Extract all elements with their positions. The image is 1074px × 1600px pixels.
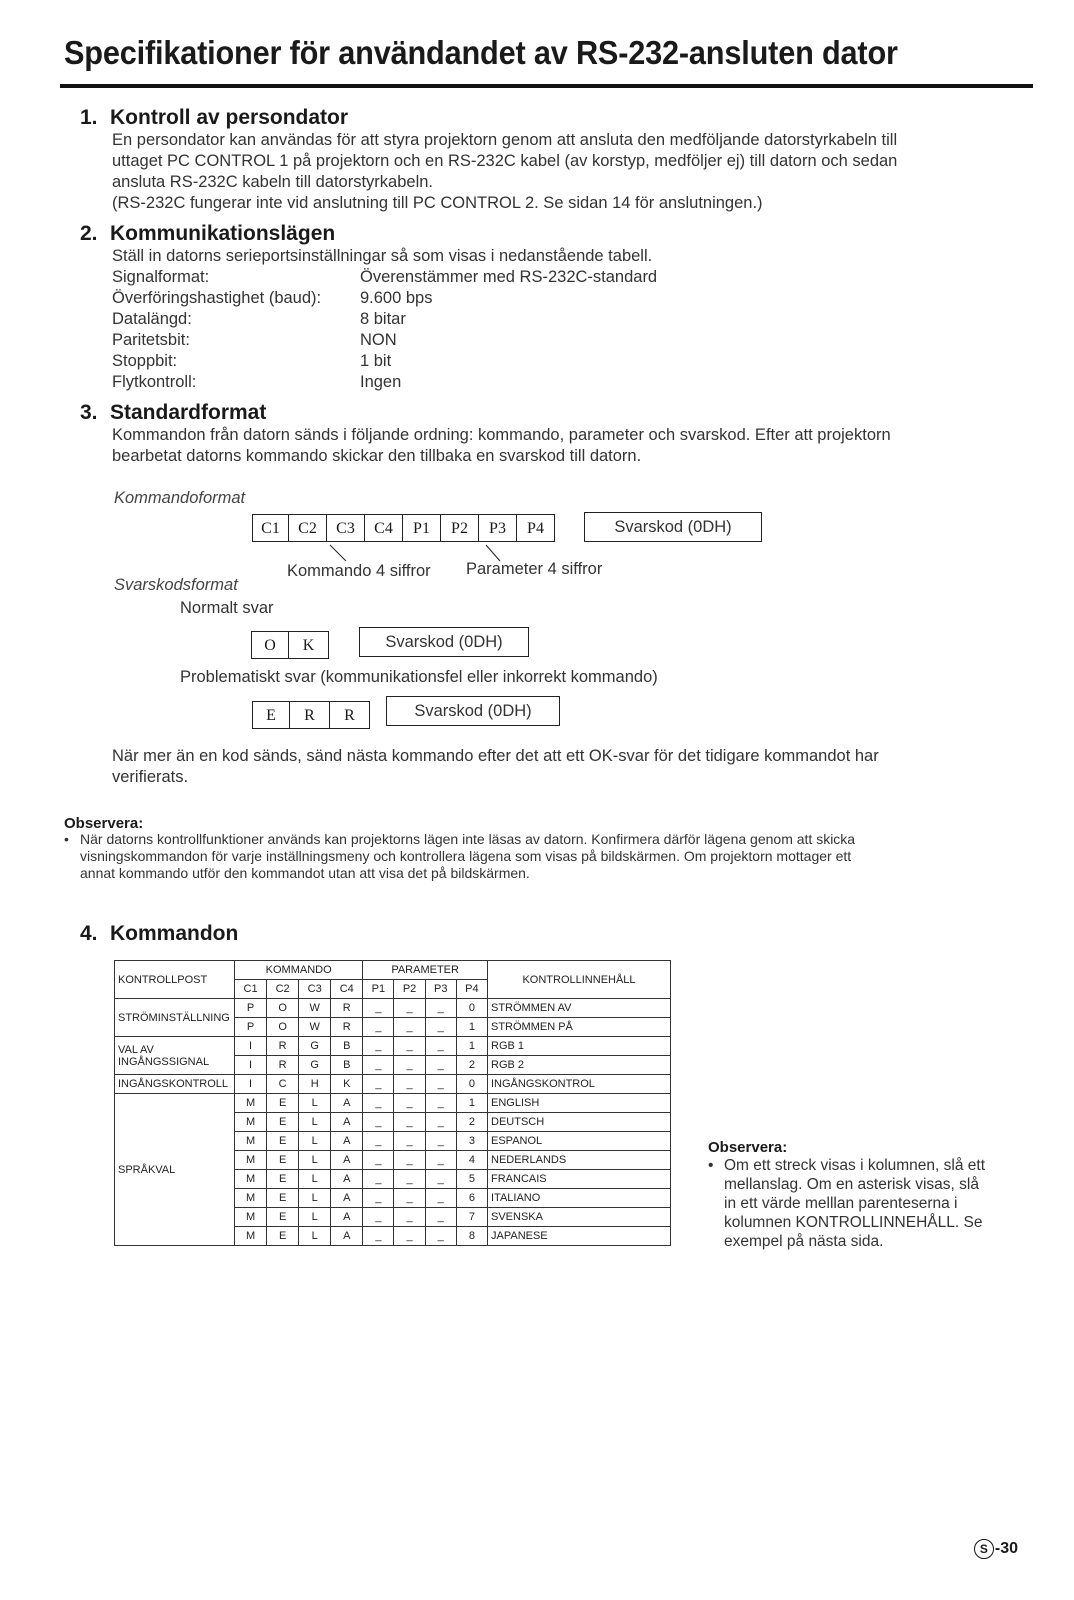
innehall-cell: STRÖMMEN PÅ xyxy=(488,1018,671,1037)
format-cell: C3 xyxy=(327,514,365,542)
parameter-cell: _ xyxy=(363,1189,394,1208)
table-row xyxy=(115,999,671,1018)
kommando-cell: M xyxy=(235,1151,267,1170)
observe-heading: Observera: xyxy=(64,815,144,832)
body-line: Ställ in datorns serieportsinställningar så som visas i nedanstående tabell. xyxy=(112,247,653,265)
parameter-cell: _ xyxy=(425,1151,456,1170)
kommando-cell: K xyxy=(331,1075,363,1094)
parameter-cell: _ xyxy=(425,999,456,1018)
normal-answer-label: Normalt svar xyxy=(180,599,274,617)
kommando-cell: H xyxy=(299,1075,331,1094)
parameter-cell: _ xyxy=(425,1170,456,1189)
table-row xyxy=(115,1037,671,1056)
parameter-cell: _ xyxy=(394,1227,425,1246)
body-line: uttaget PC CONTROL 1 på projektorn och en RS-232C kabel (av korstyp, medföljer ej) till datorn och sedan xyxy=(112,152,898,170)
header-col: P4 xyxy=(456,980,487,999)
kommando-cell: M xyxy=(235,1227,267,1246)
command-table xyxy=(114,960,671,1246)
spec-row xyxy=(112,267,1030,288)
title-rule xyxy=(60,84,1033,88)
kommando-cell: I xyxy=(235,1075,267,1094)
kommando-cell: I xyxy=(235,1037,267,1056)
parameter-cell: _ xyxy=(363,1018,394,1037)
innehall-cell: NEDERLANDS xyxy=(488,1151,671,1170)
parameter-cell: _ xyxy=(425,1056,456,1075)
table-row xyxy=(115,1094,671,1113)
section-2 xyxy=(80,222,1030,393)
kommando-cell: M xyxy=(235,1113,267,1132)
kommando-cell: W xyxy=(299,999,331,1018)
format-cell: C2 xyxy=(289,514,327,542)
side-observe-line: mellanslag. Om en asterisk visas, slå xyxy=(724,1176,979,1193)
spec-value: Överenstämmer med RS-232C-standard xyxy=(360,268,658,286)
parameter-cell: _ xyxy=(394,1151,425,1170)
parameter-cell: 5 xyxy=(456,1170,487,1189)
kommando-cell: A xyxy=(331,1227,363,1246)
section-1-heading xyxy=(80,106,1030,130)
innehall-cell: ITALIANO xyxy=(488,1189,671,1208)
parameter-cell: _ xyxy=(363,1208,394,1227)
err-cell: R xyxy=(290,701,330,729)
parameter-cell: _ xyxy=(394,1132,425,1151)
observe-line: När datorns kontrollfunktioner används kan projektorns lägen inte läsas av datorn. Konfirmera därför lägena genom att skicka xyxy=(80,831,856,847)
parameter-cell: _ xyxy=(363,1132,394,1151)
side-observe-text xyxy=(708,1156,1028,1251)
kommando-cell: R xyxy=(267,1056,299,1075)
observe-line: annat kommando utför den kommandot utan att visa det på bildskärmen. xyxy=(80,865,530,881)
parameter-cell: _ xyxy=(425,1037,456,1056)
parameter-cell: 0 xyxy=(456,1075,487,1094)
parameter-cell: 4 xyxy=(456,1151,487,1170)
kommando-note: Kommando 4 siffror xyxy=(287,562,431,580)
err-cell: E xyxy=(252,701,290,729)
spec-label: Signalformat: xyxy=(112,268,210,286)
parameter-cell: 2 xyxy=(456,1113,487,1132)
kontrollpost-cell: INGÅNGSKONTROLL xyxy=(115,1075,235,1094)
parameter-cell: 0 xyxy=(456,999,487,1018)
innehall-cell: RGB 2 xyxy=(488,1056,671,1075)
format-cell: C1 xyxy=(252,514,289,542)
parameter-cell: _ xyxy=(394,1189,425,1208)
kommando-cell: A xyxy=(331,1208,363,1227)
kommando-cell: L xyxy=(299,1208,331,1227)
side-observe xyxy=(708,1139,1028,1251)
parameter-cell: _ xyxy=(425,1227,456,1246)
parameter-cell: _ xyxy=(394,1018,425,1037)
kontrollpost-cell: SPRÅKVAL xyxy=(115,1094,235,1246)
parameter-cell: _ xyxy=(394,1056,425,1075)
body-line: verifierats. xyxy=(112,768,189,786)
kommando-cell: A xyxy=(331,1094,363,1113)
body-line: Kommandon från datorn sänds i följande ordning: kommando, parameter och svarskod. Efter att projektorn xyxy=(112,426,891,444)
parameter-cell: 2 xyxy=(456,1056,487,1075)
header-kommando: KOMMANDO xyxy=(235,961,363,980)
parameter-cell: _ xyxy=(394,999,425,1018)
header-col: P3 xyxy=(425,980,456,999)
kommando-cell: E xyxy=(267,1227,299,1246)
kommando-cell: L xyxy=(299,1132,331,1151)
kommando-cell: P xyxy=(235,999,267,1018)
kommando-cell: L xyxy=(299,1227,331,1246)
kommando-cell: B xyxy=(331,1037,363,1056)
parameter-cell: _ xyxy=(425,1132,456,1151)
body-line: ansluta RS-232C kabeln till datorstyrkabeln. xyxy=(112,173,434,191)
svarskod-box: Svarskod (0DH) xyxy=(386,696,560,726)
kommando-cell: E xyxy=(267,1208,299,1227)
err-cell: R xyxy=(330,701,370,729)
kommandoformat-label: Kommandoformat xyxy=(114,489,246,507)
table-header-row xyxy=(115,961,671,980)
svarskodsformat-label: Svarskodsformat xyxy=(114,576,238,594)
table-body xyxy=(115,999,671,1246)
parameter-cell: _ xyxy=(394,1037,425,1056)
kommando-cell: P xyxy=(235,1018,267,1037)
section-title: Standardformat xyxy=(110,401,267,424)
parameter-cell: _ xyxy=(394,1094,425,1113)
kommando-cell: A xyxy=(331,1113,363,1132)
spec-value: 9.600 bps xyxy=(360,289,433,307)
parameter-cell: _ xyxy=(363,1056,394,1075)
parameter-note: Parameter 4 siffror xyxy=(466,560,603,578)
page-number-suffix: -30 xyxy=(994,1540,1018,1557)
parameter-cell: _ xyxy=(363,1170,394,1189)
kommando-cell: M xyxy=(235,1208,267,1227)
innehall-cell: STRÖMMEN AV xyxy=(488,999,671,1018)
header-innehall: KONTROLLINNEHÅLL xyxy=(488,961,671,999)
parameter-cell: _ xyxy=(425,1075,456,1094)
innehall-cell: JAPANESE xyxy=(488,1227,671,1246)
kommando-cell: E xyxy=(267,1094,299,1113)
kommando-cell: W xyxy=(299,1018,331,1037)
svarskod-box: Svarskod (0DH) xyxy=(359,627,529,657)
body-line: (RS-232C fungerar inte vid anslutning till PC CONTROL 2. Se sidan 14 för anslutningen.) xyxy=(112,194,763,212)
svarskod-box: Svarskod (0DH) xyxy=(584,512,762,542)
innehall-cell: INGÅNGSKONTROL xyxy=(488,1075,671,1094)
spec-value: Ingen xyxy=(360,373,402,391)
format-cell: P4 xyxy=(517,514,555,542)
parameter-cell: _ xyxy=(363,1075,394,1094)
parameter-cell: 3 xyxy=(456,1132,487,1151)
parameter-cell: _ xyxy=(363,1037,394,1056)
kommando-cell: B xyxy=(331,1056,363,1075)
after-note xyxy=(112,746,1032,788)
ok-cell: K xyxy=(289,631,329,659)
observe-text xyxy=(64,831,1019,882)
kommando-cell: M xyxy=(235,1094,267,1113)
parameter-cell: 1 xyxy=(456,1037,487,1056)
section-number: 1. xyxy=(80,106,98,129)
side-observe-line: kolumnen KONTROLLINNEHÅLL. Se xyxy=(724,1214,983,1231)
kommando-cell: L xyxy=(299,1170,331,1189)
section-title: Kommandon xyxy=(110,922,239,945)
side-observe-heading: Observera: xyxy=(708,1139,788,1156)
kommando-cell: A xyxy=(331,1151,363,1170)
spec-row xyxy=(112,330,1030,351)
parameter-cell: _ xyxy=(363,1151,394,1170)
parameter-cell: _ xyxy=(363,1094,394,1113)
side-observe-line: in ett värde melllan parenteserna i xyxy=(724,1195,958,1212)
parameter-cell: 6 xyxy=(456,1189,487,1208)
page-title: Specifikationer för användandet av RS-232-ansluten dator xyxy=(64,34,898,71)
parameter-cell: _ xyxy=(394,1113,425,1132)
section-number: 2. xyxy=(80,222,98,245)
kommando-cell: E xyxy=(267,1170,299,1189)
kommando-cell: R xyxy=(331,999,363,1018)
kommando-cell: C xyxy=(267,1075,299,1094)
spec-value: 8 bitar xyxy=(360,310,406,328)
format-cell: P2 xyxy=(441,514,479,542)
spec-label: Datalängd: xyxy=(112,310,192,328)
spec-label: Flytkontroll: xyxy=(112,373,197,391)
parameter-cell: _ xyxy=(363,999,394,1018)
spec-row xyxy=(112,288,1030,309)
kommando-cell: R xyxy=(331,1018,363,1037)
parameter-cell: 1 xyxy=(456,1018,487,1037)
kommando-cell: L xyxy=(299,1113,331,1132)
section-3-body xyxy=(80,425,1030,467)
section-1-body xyxy=(80,130,1030,214)
body-line: När mer än en kod sänds, sänd nästa kommando efter det att ett OK-svar för det tidigare kommandot har xyxy=(112,747,879,765)
body-line: bearbetat datorns kommando skickar den tillbaka en svarskod till datorn. xyxy=(112,447,642,465)
spec-label: Paritetsbit: xyxy=(112,331,190,349)
kommando-cell: L xyxy=(299,1189,331,1208)
section-1 xyxy=(80,106,1030,214)
innehall-cell: DEUTSCH xyxy=(488,1113,671,1132)
section-3 xyxy=(80,401,1030,467)
side-observe-line: exempel på nästa sida. xyxy=(724,1233,884,1250)
format-cell: P3 xyxy=(479,514,517,542)
parameter-cell: _ xyxy=(363,1227,394,1246)
bullet: • xyxy=(64,831,69,847)
problem-answer-label: Problematiskt svar (kommunikationsfel eller inkorrekt kommando) xyxy=(180,668,658,686)
section-title: Kommunikationslägen xyxy=(110,222,336,245)
section-2-body xyxy=(80,246,1030,393)
section-3-heading xyxy=(80,401,1030,425)
parameter-cell: _ xyxy=(425,1094,456,1113)
ok-cell: O xyxy=(251,631,289,659)
parameter-cell: 8 xyxy=(456,1227,487,1246)
parameter-cell: 7 xyxy=(456,1208,487,1227)
kommando-cell: M xyxy=(235,1189,267,1208)
kommando-cell: M xyxy=(235,1132,267,1151)
kommando-cell: L xyxy=(299,1094,331,1113)
kommando-cell: A xyxy=(331,1170,363,1189)
kommando-cell: A xyxy=(331,1189,363,1208)
header-col: C2 xyxy=(267,980,299,999)
section-title: Kontroll av persondator xyxy=(110,106,349,129)
header-col: P2 xyxy=(394,980,425,999)
bullet: • xyxy=(708,1157,714,1174)
command-format-cells xyxy=(252,514,555,542)
format-cell: C4 xyxy=(365,514,403,542)
header-col: C4 xyxy=(331,980,363,999)
err-cells xyxy=(252,701,370,729)
header-parameter: PARAMETER xyxy=(363,961,488,980)
kommando-cell: A xyxy=(331,1132,363,1151)
body-line: En persondator kan användas för att styra projektorn genom att ansluta den medföljande datorstyrkabeln till xyxy=(112,131,898,149)
kontrollpost-cell: VAL AV INGÅNGSSIGNAL xyxy=(115,1037,235,1075)
kommando-cell: E xyxy=(267,1189,299,1208)
spec-row xyxy=(112,372,1030,393)
header-kontrollpost: KONTROLLPOST xyxy=(115,961,235,999)
kommando-cell: G xyxy=(299,1037,331,1056)
spec-row xyxy=(112,351,1030,372)
innehall-cell: FRANCAIS xyxy=(488,1170,671,1189)
kommando-cell: E xyxy=(267,1151,299,1170)
page-number xyxy=(974,1539,1018,1559)
kommando-cell: I xyxy=(235,1056,267,1075)
language-circle-icon: S xyxy=(974,1539,994,1559)
kommando-cell: O xyxy=(267,999,299,1018)
innehall-cell: SVENSKA xyxy=(488,1208,671,1227)
innehall-cell: RGB 1 xyxy=(488,1037,671,1056)
spec-value: 1 bit xyxy=(360,352,392,370)
side-observe-line: Om ett streck visas i kolumnen, slå ett xyxy=(724,1157,986,1174)
section-number: 3. xyxy=(80,401,98,424)
header-col: C3 xyxy=(299,980,331,999)
parameter-cell: _ xyxy=(425,1208,456,1227)
kommando-cell: G xyxy=(299,1056,331,1075)
parameter-cell: 1 xyxy=(456,1094,487,1113)
kommando-cell: E xyxy=(267,1132,299,1151)
kommando-cell: R xyxy=(267,1037,299,1056)
spec-label: Överföringshastighet (baud): xyxy=(112,289,322,307)
kommando-cell: E xyxy=(267,1113,299,1132)
kontrollpost-cell: STRÖMINSTÄLLNING xyxy=(115,999,235,1037)
parameter-cell: _ xyxy=(394,1075,425,1094)
parameter-cell: _ xyxy=(425,1018,456,1037)
spec-row xyxy=(112,309,1030,330)
header-col: C1 xyxy=(235,980,267,999)
section-4-heading xyxy=(80,922,238,946)
spec-value: NON xyxy=(360,331,397,349)
innehall-cell: ENGLISH xyxy=(488,1094,671,1113)
kommando-cell: O xyxy=(267,1018,299,1037)
parameter-cell: _ xyxy=(394,1208,425,1227)
innehall-cell: ESPANOL xyxy=(488,1132,671,1151)
kommando-cell: M xyxy=(235,1170,267,1189)
section-number: 4. xyxy=(80,922,98,945)
parameter-cell: _ xyxy=(425,1189,456,1208)
kommando-pointer xyxy=(330,545,346,561)
parameter-cell: _ xyxy=(394,1170,425,1189)
parameter-cell: _ xyxy=(363,1113,394,1132)
table-row xyxy=(115,1075,671,1094)
kommando-cell: L xyxy=(299,1151,331,1170)
observe-line: visningskommandon för varje inställningsmeny och kontrollera lägena som visas på bildskärmen. Om projektorn mottager ett xyxy=(80,848,852,864)
header-col: P1 xyxy=(363,980,394,999)
format-cell: P1 xyxy=(403,514,441,542)
section-2-heading xyxy=(80,222,1030,246)
ok-cells xyxy=(251,631,329,659)
parameter-cell: _ xyxy=(425,1113,456,1132)
spec-label: Stoppbit: xyxy=(112,352,178,370)
